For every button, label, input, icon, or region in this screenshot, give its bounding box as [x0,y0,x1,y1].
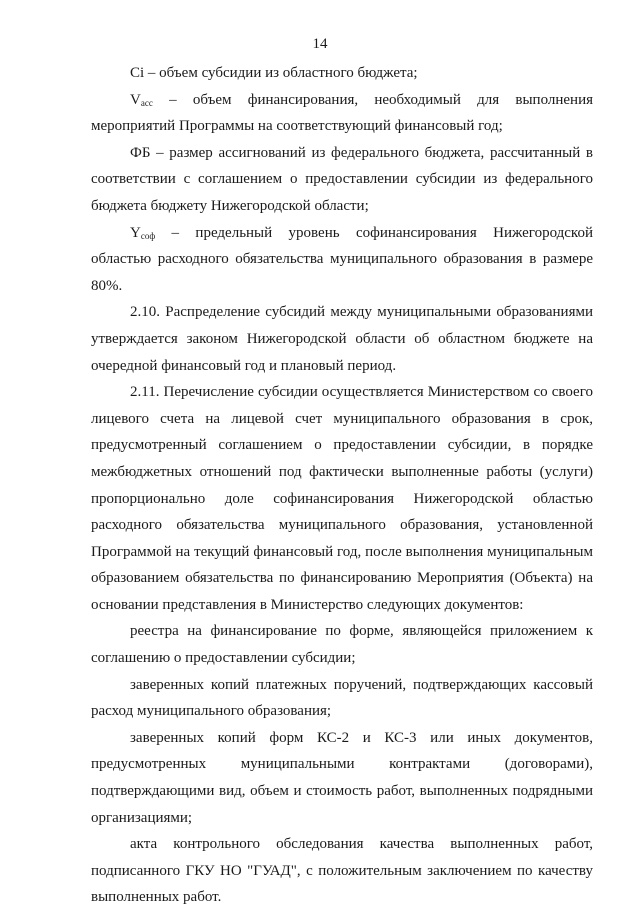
paragraph-vacc-definition [91,87,593,140]
formula-symbol-y: Y [130,224,141,241]
list-item-registry: реестра на финансирование по форме, являющейся приложением к соглашению о предоставлении субсидии; [91,623,593,667]
paragraph-2-11: 2.11. Перечисление субсидии осуществляется Министерством со своего лицевого счета на лицевой счет муниципального образования в срок, предусмотренный соглашением о предоставлении субсидии, в порядке межбюджетных отношений под фактически выполненные работы (услуги) пропорционально доле софинансирования Нижегородской областью расходного обязательства муниципального образования, установленной Программой на текущий финансовый год, после выполнения муниципальным образованием обязательства по финансированию Мероприятия (Объекта) на основании представления в Министерство следующих документов: [91,384,593,613]
page-number: 14 [312,36,328,52]
formula-subscript-acc: асс [140,97,153,108]
formula-symbol-v: V [130,91,141,108]
paragraph-2-10: 2.10. Распределение субсидий между муниципальными образованиями утверждается законом Нижегородской области об областном бюджете на очередной финансовый год и плановый период. [91,304,593,374]
list-item-ks-forms: заверенных копий форм КС-2 и КС-3 или иных документов, предусмотренных муниципальными контрактами (договорами), подтверждающими вид, объем и стоимость работ, выполненных подрядными организациями; [91,729,593,826]
document-body [91,60,593,911]
vacc-definition-text: – объем финансирования, необходимый для выполнения мероприятий Программы на соответствующий финансовый год; [91,91,593,135]
paragraph-ci-definition: Ci – объем субсидии из областного бюджета; [130,65,418,81]
list-item-payment-orders: заверенных копий платежных поручений, подтверждающих кассовый расход муниципального образования; [91,676,593,720]
formula-subscript-sof: соф [140,230,156,241]
ysof-definition-text: – предельный уровень софинансирования Нижегородской областью расходного обязательства муниципального образования в размере 80%. [91,224,593,294]
list-item-inspection-act: акта контрольного обследования качества выполненных работ, подписанного ГКУ НО "ГУАД", с положительным заключением по качеству выполненных работ. [91,836,593,906]
paragraph-fb-definition: ФБ – размер ассигнований из федерального бюджета, рассчитанный в соответствии с соглашением о предоставлении субсидии из федерального бюджета бюджету Нижегородской области; [91,144,593,214]
paragraph-ysof-definition [91,220,593,300]
